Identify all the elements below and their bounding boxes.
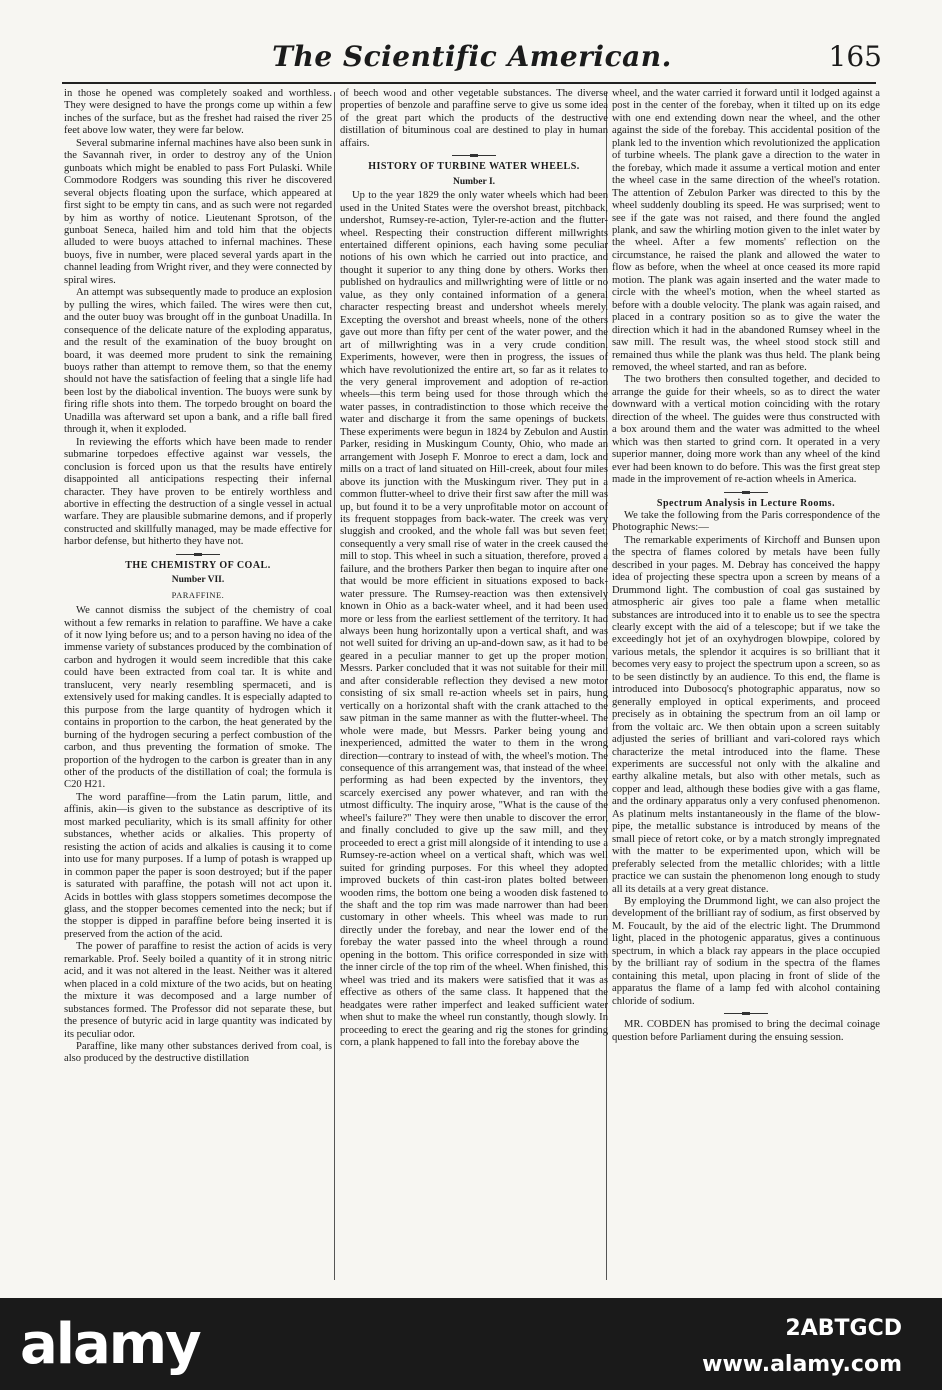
article-heading: HISTORY OF TURBINE WATER WHEELS. bbox=[368, 161, 580, 173]
paragraph: An attempt was subsequently made to produce an explosion by pulling the wires, which failed. The wires were then cut, and the outer buoy was brought off in the gunboat Unadilla. In consequence of the delicate nature of the exploding apparatus, and the result of the examination of the buoy brought on board, it was deemed more prudent to sink the remaining buoys rather than attempt to remove them, so that the enemy should not have the satisfaction of feeling that a single life had been lost by the diabolical invention. The buoys were sunk by firing rifle shots into them. The torpedo brought on board the Unadilla was afterward set upon a bank, and a rifle ball fired through it, when it exploded. bbox=[64, 287, 332, 436]
header-rule bbox=[62, 82, 876, 84]
column-3 bbox=[612, 88, 880, 1044]
page-number: 165 bbox=[828, 40, 882, 73]
brand-logo: alamy bbox=[20, 1312, 200, 1377]
newspaper-title: The Scientific American. bbox=[272, 40, 672, 73]
masthead bbox=[62, 40, 882, 80]
paragraph: The word paraffine—from the Latin parum, little, and affinis, akin—is given to the substance as descriptive of its most marked peculiarity, which is its small affinity for other substances, whether acids or alkalies. This property of resisting the action of acids and alkalies is causing it to come into use for many purposes. If a lump of potash is wrapped up in common paper the paper is soon destroyed; but if the paper is saturated with paraffine, the potash will not act upon it. Acids in bottles with glass stoppers sometimes decompose the glass, and the stopper becomes cemented into the neck; but if the stopper is dipped in paraffine before being inserted it is preserved from the action of the acid. bbox=[64, 791, 332, 940]
paragraph: wheel, and the water carried it forward until it lodged against a post in the center of the forebay, when it tilted up on its edge with one end extending down near the wheel, and the other against the side of the forebay. This accidental position of the plank led to the invention which revolutionized the application of turbine wheels. The plank gave a direction to the water in the forebay, which made it assume a vertical motion and enter the wheel case in the same direction of the wheel's rotation. The attention of Zebulon Parker was directed to this by the wheel suddenly doubling its speed. He was surprised; went to see if the gate was not raised, and there found the angled plank, and saw the whirling motion given to the inlet water by the wheel. After a few moments' reflection on the circumstance, he raised the plank and allowed the water to flow as before, when the wheel at once ceased its more rapid motion. The plank was again inserted and the water made to circle with the wheel's motion, when the wheel started as before with a double velocity. The plank was again raised, and placed in a contrary position so as to give the water the direction which it had in the abandoned Rumsey wheel in the saw mill. The result was, the wheel stood stock still and remained thus while the plank was thus held. The plank being removed, the wheel started, and ran as before. bbox=[612, 88, 880, 373]
paragraph: Up to the year 1829 the only water wheels which had been used in the United States were the overshot breast, pitchback, undershot, Rumsey-re-action, Tyler-re-action and the flutter-wheel. Respecting their construction different millwrights entertained different opinions, each having some peculiar notions of his own which he carried out into practice, and thought it superior to any thing done by others. Works then published on hydraulics and millwrighting were of little or no value, as they only contained information of a general character respecting breast and undershot wheels merely. Excepting the overshot and breast wheels, none of the others gave out more than fifty per cent of the water power, and the art of millwrighting was in a very crude condition. Experiments, however, were then in progress, the issues of which have revolutionized the entire art, so far as it relates to the very general improvement and adoption of re-action wheels—this term being used for those through which the water passes, in contradistinction to those which receive the water and discharge it from the same openings of buckets. These experiments were begun in 1824 by Zebulon and Austin Parker, residing in Muskingum County, Ohio, who made an arrangement with Joseph F. Monroe to erect a dam, lock and mills on a tract of land situated on Hill-creek, about four miles above its junction with the Muskingum river. They put in a common flutter-wheel to drive their first saw after the mill was up, but found it to be a very unprofitable motor on account of its frequent stoppages from back-water. The creek was very sluggish and crooked, and the whole fall was but seven feet; consequently a very small rise of water in the creek caused the mill to stop. This wheel in such a situation, therefore, proved a failure, and the brothers Parker then began to inquire after one that would be more efficient in situations exposed to back-water pressure. The Rumsey-reaction was then extensively known in Ohio as a back-water wheel, and it had been used more or less from the earliest settlement of the territory. It had always been hung horizontally upon a vertical shaft, and was not well suited for driving an up-and-down saw, as it had to be geared in a peculiar manner to get up the proper motion. Messrs. Parker concluded that it was not suitable for their mill and after considerable reflection they devised a new motor consisting of six small re-action wheels set in pairs, hung vertically on a horizontal shaft with the crank attached to the saw pitman in the same manner as with the flutter-wheel. The whole were made, but Messrs. Parker being young and inexperienced, admitted the water to them in the wrong direction—contrary to instead of with, the wheel's motion. The consequence of this arrangement was, that instead of the wheel performing as had been expected by the inventors, they scarcely exercised any power whatever, and ran with the utmost difficulty. The inquiry arose, "What is the cause of the wheel's failure?" They were then unable to discover the error, and finally concluded to give up the saw mill, and they proceeded to erect a grist mill alongside of it intending to use a Rumsey-re-action wheel on a vertical shaft, which was well suited for grinding purposes. For this wheel they adopted improved buckets of thin cast-iron plates bolted between wooden rims, the bottom one being a wooden disk fastened to the shaft and the top rim was made narrower than had been customary in other wheels. This wheel was made to run directly under the forebay, and near the lower end of the forebay the water passed into the wheel through a round opening in the bottom. This orifice corresponded in size with the inner circle of the top rim of the wheel. When finished, this wheel was tried and its makers were satisfied that it was as effective as others of the same class. It happened that the headgates were rather imperfect and leaked sufficient water when shut to make the wheel run constantly, though slowly. In proceeding to erect the gearing and rig the stones for grinding corn, a plank happened to fall into the forebay above the bbox=[340, 190, 608, 1048]
article-subheading: Number VII. bbox=[171, 575, 225, 586]
paragraph: The remarkable experiments of Kirchoff and Bunsen upon the spectra of flames colored by metals have been fully described in your pages. M. Debray has conceived the happy idea of projecting these spectra upon a screen by means of a Drummond light. The combustion of coal gas sustained by atmospheric air gives too pale a flame when metallic substances are introduced into it to enable us to see the spectra clearly except with the aid of a telescope; but if we take the exceedingly hot jet of an oxyhydrogen blowpipe, colored by various metals, the splendor it acquires is so brilliant that it becomes very easy to project the spectrum upon a screen, so as to be seen distinctly by an audience. To this end, the flame is introduced into Dubosocq's photographic apparatus, now so generally employed in optical experiments, and proceed precisely as in obtaining the spectrum from an oil lamp or from the voltaic arc. We then obtain upon a screen suitably adjusted the series of brilliant and vari-colored rays which characterize the metal introduced into the flame. These experiments are successful not only with the alkaline and earthy alkaline metals, but also with other metals, such as copper and lead, although these bodies give with a gas flame, and the ordinary apparatus only a very confused phenomenon. As platinum melts instantaneously in the flame of the blow-pipe, the metallic substance is introduced by means of the small piece of retort coke, or by a match strongly impregnated with the matter to be experimented upon, which will be preferably selected from the metallic chlorides; with a little practice we can sustain the phenomenon long enough to study all its details at a very great distance. bbox=[612, 534, 880, 895]
article-subtitle: PARAFFINE. bbox=[171, 589, 225, 600]
source-url: www.alamy.com bbox=[702, 1352, 902, 1377]
paragraph: Several submarine infernal machines have also been sunk in the Savannah river, in order to destroy any of the Union gunboats which might be enabled to pass Fort Pulaski. While Commodore Rodgers was sounding this river he discovered several objects floating upon the surface, which appeared at first sight to be empty tin cans, and as such were not regarded by him as worthy of notice. Lieutenant Sprotson, of the gunboat Seneca, hailed him and told him that the objects alluded to were buoys attached to infernal machines. These buoys, five in number, were placed several yards apart in the channel leading from Wright river, and they were connected by spiral wires. bbox=[64, 137, 332, 286]
paragraph: In reviewing the efforts which have been made to render submarine torpedoes effective against war vessels, the conclusion is forced upon us that the results have entirely disappointed all anticipations respecting their infernal character. They have proven to be entirely worthless and abortive in effecting the destruction of a single vessel in actual warfare. They are plausible submarine demons, and if properly constructed and skillfully managed, may be made effective for harbor defense, but hitherto they have not. bbox=[64, 436, 332, 548]
section-separator bbox=[176, 554, 220, 555]
watermark-banner bbox=[0, 1298, 942, 1390]
paragraph: By employing the Drummond light, we can also project the development of the brilliant ray of sodium, as first observed by M. Foucault, by the aid of the electric light. The Drummond light, placed in the photogenic apparatus, gives a continuous spectrum, in which a black ray appears in the place occupied by the brilliant ray of sodium in the spectra of the flames containing this metal, upon placing in front of slide of the apparatus the flame of a lamp fed with alcohol containing chloride of sodium. bbox=[612, 896, 880, 1007]
column-1 bbox=[64, 88, 332, 1066]
column-divider bbox=[334, 92, 335, 1280]
paragraph: We cannot dismiss the subject of the chemistry of coal without a few remarks in relation to paraffine. We have a cake of it now lying before us; and to a person having no idea of the immense variety of substances produced by the combination of carbon and hydrogen it would seem incredible that this cake could have been extracted from coal tar. It is white and translucent, very nearly resembling spermaceti, and is extensively used for making candles. It is especially adapted to this purpose from the large quantity of hydrogen which it contains in proportion to the carbon, the heat generated by the burning of the hydrogen securing a perfect combustion of the carbon, and thus preventing the formation of smoke. The proportion of the hydrogen to the carbon is greater than in any other of the products of the distillation of coal; the formula is C20 H21. bbox=[64, 605, 332, 791]
paragraph: The power of paraffine to resist the action of acids is very remarkable. Prof. Seely boiled a quantity of it in strong nitric acid, and it was not altered in the least. Neither was it altered when placed in a cold mixture of the two acids, but on heating the mixture it was decomposed and a large number of substances formed. The Professor did not separate these, but the presence of butyric acid in large quantity was indicated by its peculiar odor. bbox=[64, 941, 332, 1040]
section-separator bbox=[724, 492, 768, 493]
paragraph: in those he opened was completely soaked and worthless. They were designed to have the prongs come up within a few inches of the surface, but as the freshet had raised the river 25 feet above low water, they were far below. bbox=[64, 88, 332, 137]
section-separator bbox=[452, 155, 496, 156]
column-2 bbox=[340, 88, 608, 1049]
paragraph: MR. COBDEN has promised to bring the decimal coinage question before Parliament during the ensuing session. bbox=[612, 1019, 880, 1043]
paragraph: We take the following from the Paris correspondence of the Photographic News:— bbox=[612, 509, 880, 534]
paragraph: of beech wood and other vegetable substances. The diverse properties of benzole and paraffine serve to give us some idea of the great part which the products of the destructive distillation of bituminous coal are destined to play in human affairs. bbox=[340, 88, 608, 149]
paragraph: Paraffine, like many other substances derived from coal, is also produced by the destructive distillation bbox=[64, 1040, 332, 1065]
image-code: 2ABTGCD bbox=[785, 1316, 902, 1341]
paragraph: The two brothers then consulted together, and decided to arrange the guide for their wheels, so as to direct the water downward with a vertical motion coinciding with the rotary direction of the wheel. The guides were thus constructed with a box around them and the water was admitted to the wheel which was then started to grind corn. It operated in a very superior manner, doing more work than any wheel of the kind ever had been known to do before. This was the first great step made in the improvement of re-action wheels in America. bbox=[612, 374, 880, 486]
article-heading: Spectrum Analysis in Lecture Rooms. bbox=[656, 497, 836, 509]
section-separator bbox=[724, 1013, 768, 1014]
article-heading: THE CHEMISTRY OF COAL. bbox=[125, 559, 271, 571]
article-subheading: Number I. bbox=[452, 176, 496, 187]
